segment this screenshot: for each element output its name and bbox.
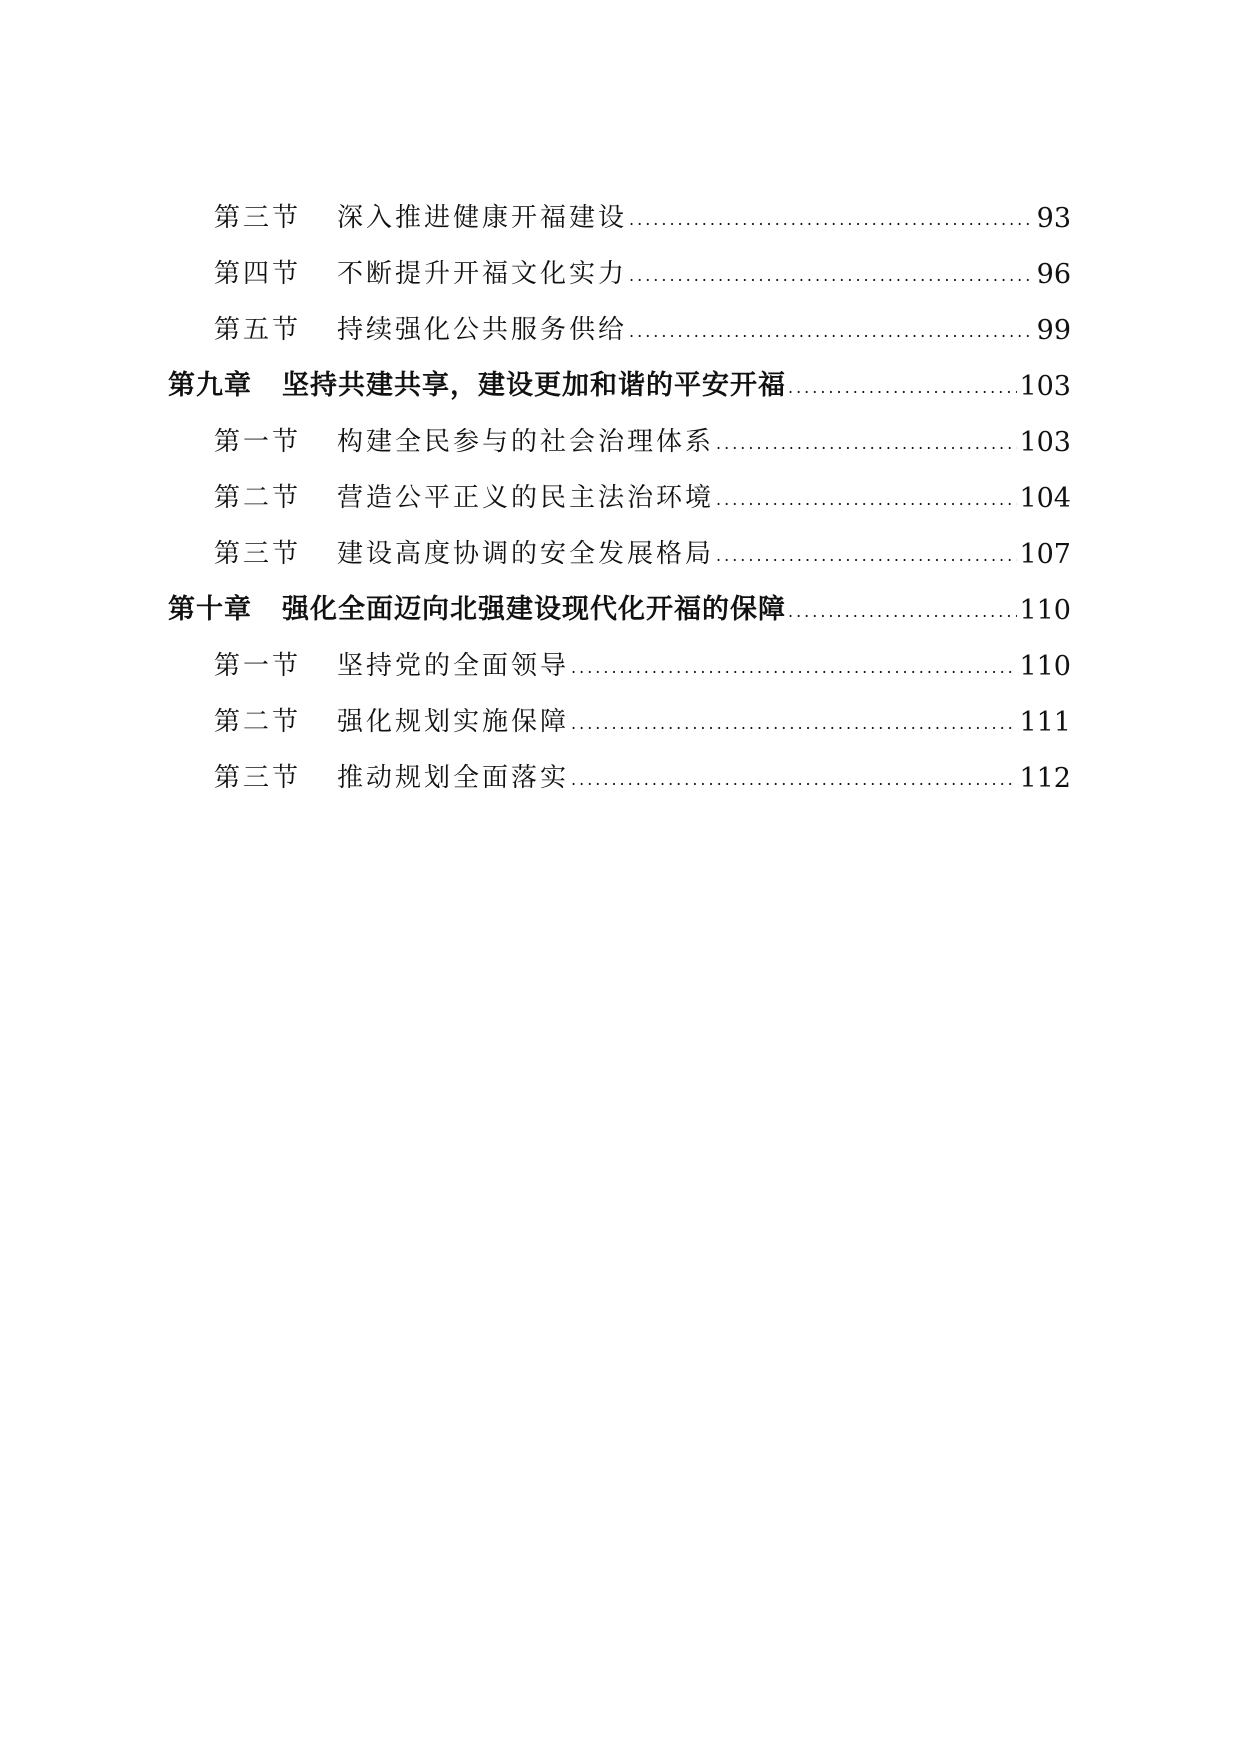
section-title: 坚持党的全面领导	[337, 651, 570, 681]
page-number: 103	[1019, 371, 1071, 402]
section-number: 第二节	[214, 707, 302, 737]
page-number: 93	[1036, 203, 1071, 234]
section-number: 第五节	[214, 315, 302, 345]
section-title: 持续强化公共服务供给	[337, 315, 628, 345]
dot-leader	[788, 380, 1017, 402]
section-number: 第一节	[214, 427, 302, 457]
toc-section-row[interactable]	[0, 746, 1071, 794]
dot-leader	[571, 772, 1017, 794]
toc-chapter-row[interactable]	[0, 354, 1071, 402]
toc-section-row[interactable]	[0, 298, 1071, 346]
section-number: 第一节	[214, 651, 302, 681]
chapter-title: 强化全面迈向北强建设现代化开福的保障	[282, 594, 786, 625]
section-number: 第三节	[214, 539, 302, 569]
dot-leader	[571, 660, 1017, 682]
page-number: 96	[1036, 259, 1071, 290]
toc-section-row[interactable]	[0, 186, 1071, 234]
section-title: 深入推进健康开福建设	[337, 203, 628, 233]
page-number: 112	[1019, 763, 1071, 794]
toc-section-row[interactable]	[0, 466, 1071, 514]
dot-leader	[788, 604, 1017, 626]
section-title: 营造公平正义的民主法治环境	[337, 483, 715, 513]
toc-chapter-row[interactable]	[0, 578, 1071, 626]
dot-leader	[716, 436, 1017, 458]
toc-section-row[interactable]	[0, 410, 1071, 458]
section-title: 构建全民参与的社会治理体系	[337, 427, 715, 457]
section-title: 建设高度协调的安全发展格局	[337, 539, 715, 569]
section-title: 推动规划全面落实	[337, 763, 570, 793]
page-number: 107	[1019, 539, 1071, 570]
section-title: 不断提升开福文化实力	[337, 259, 628, 289]
dot-leader	[716, 548, 1017, 570]
page-number: 104	[1019, 483, 1071, 514]
page-number: 110	[1019, 595, 1071, 626]
chapter-number: 第九章	[168, 370, 252, 401]
dot-leader	[629, 212, 1035, 234]
page-number: 103	[1019, 427, 1071, 458]
section-title: 强化规划实施保障	[337, 707, 570, 737]
section-number: 第二节	[214, 483, 302, 513]
toc-section-row[interactable]	[0, 634, 1071, 682]
dot-leader	[571, 716, 1017, 738]
page-number: 111	[1019, 707, 1071, 738]
section-number: 第四节	[214, 259, 302, 289]
toc-section-row[interactable]	[0, 242, 1071, 290]
toc-section-row[interactable]	[0, 522, 1071, 570]
page-number: 99	[1036, 315, 1071, 346]
chapter-title: 坚持共建共享，建设更加和谐的平安开福	[282, 370, 786, 401]
dot-leader	[716, 492, 1017, 514]
section-number: 第三节	[214, 763, 302, 793]
page-number: 110	[1019, 651, 1071, 682]
chapter-number: 第十章	[168, 594, 252, 625]
section-number: 第三节	[214, 203, 302, 233]
dot-leader	[629, 268, 1035, 290]
dot-leader	[629, 324, 1035, 346]
toc-section-row[interactable]	[0, 690, 1071, 738]
